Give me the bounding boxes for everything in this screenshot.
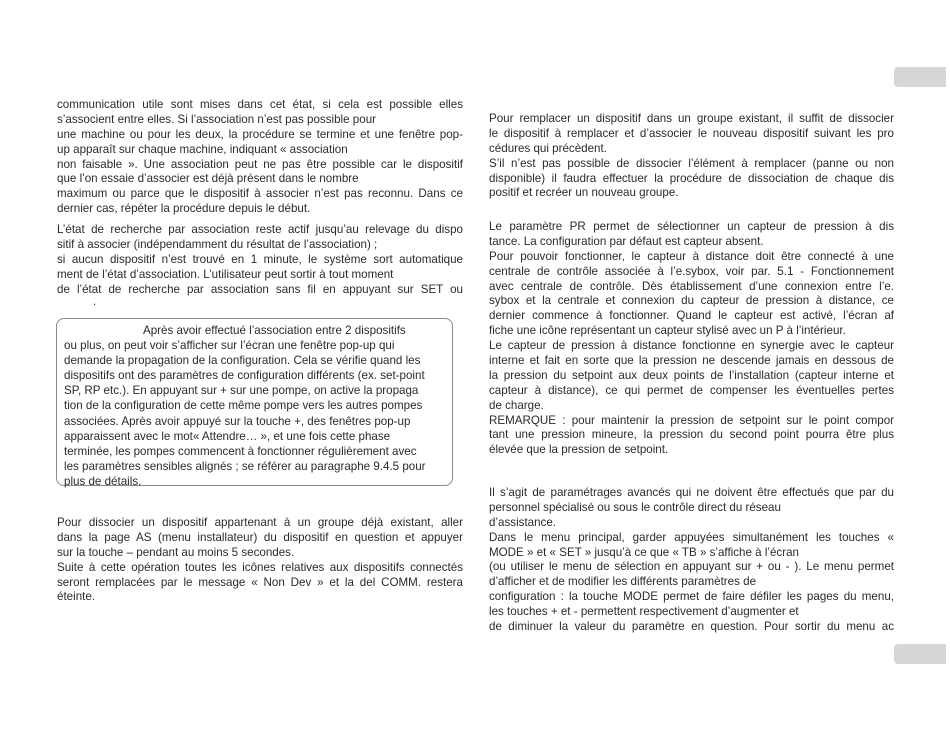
advanced-settings-paragraph <box>489 486 894 635</box>
page-tab-marker-bottom <box>894 644 946 664</box>
text-line: centrale de contrôle associée à l’e.sybox, voir par. 5.1 - Fonctionnement <box>489 264 894 278</box>
note-line: demande la propagation de la configuration. Cela se vérifie quand les <box>64 354 421 368</box>
remote-pressure-sensor-paragraph <box>489 220 894 458</box>
text-line: sybox et la centrale et connexion du capteur de pression à distance, ce <box>489 294 894 308</box>
text-line: éteinte. <box>57 590 96 604</box>
text-line: une machine ou pour les deux, la procédure se termine et une fenêtre pop- <box>57 127 463 141</box>
text-line: personnel spécialisé ou sous le contrôle direct du réseau <box>489 500 781 514</box>
text-line: (ou utiliser le menu de sélection en appuyant sur + ou - ). Le menu permet <box>489 560 894 574</box>
note-line: terminée, les pompes commencent à fonctionner régulièrement avec <box>64 444 417 458</box>
text-line: si aucun dispositif n’est trouvé en 1 minute, le système sort automatique <box>57 252 463 266</box>
text-line: capteur à distance), ce qui permet de compenser les éventuelles pertes <box>489 383 894 397</box>
note-line: ou plus, on peut voir s’afficher sur l’écran une fenêtre pop-up qui <box>64 339 395 353</box>
text-line: d’afficher et de modifier les différents paramètres de <box>489 575 757 589</box>
text-line: interne et fait en sorte que la pression ne descende jamais en dessous de <box>489 354 894 368</box>
text-line: seront remplacées par le message « Non Dev » et la del COMM. restera <box>57 575 463 589</box>
text-line: Pour remplacer un dispositif dans un groupe existant, il suffit de dissocier <box>489 112 894 125</box>
text-line: dans la page AS (menu installateur) du dispositif en question et appuyer <box>57 530 463 544</box>
text-line: la pression du setpoint aux deux points de l’installation (capteur interne et <box>489 368 894 382</box>
text-line: le dispositif à remplacer et d’associer le nouveau dispositif suivant les pro <box>489 126 894 140</box>
page-tab-marker-top <box>894 67 946 87</box>
text-line: de diminuer la valeur du paramètre en question. Pour sortir du menu ac <box>489 620 894 634</box>
text-line: élevée que la pression de setpoint. <box>489 443 669 457</box>
text-line: dernier commence à fonctionner. Quand le capteur est activé, l’écran af <box>489 309 894 323</box>
search-state-paragraph <box>57 223 463 307</box>
text-line: de l’état de recherche par association sans fil en appuyant sur SET ou <box>57 282 463 296</box>
text-line: tant une pression mineure, la pression du second point pourra être plus <box>489 428 894 442</box>
note-line: dispositifs ont des paramètres de configuration différents (ex. set-point <box>64 369 425 383</box>
text-line: communication utile sont mises dans cet état, si cela est possible elles <box>57 98 463 111</box>
text-line: MODE » et « SET » jusqu’à ce que « TB » s’affiche à l’écran <box>489 545 799 559</box>
text-line: Le capteur de pression à distance fonctionne en synergie avec le capteur <box>489 339 894 353</box>
text-line: avec centrale de contrôle. Dès établissement d’une connexion entre l’e. <box>489 279 894 293</box>
text-line: positif et recréer un nouveau groupe. <box>489 186 679 200</box>
text-line: S’il n’est pas possible de dissocier l’élément à remplacer (panne ou non <box>489 156 894 170</box>
note-line: SP, RP etc.). En appuyant sur + sur une pompe, on active la propaga <box>64 384 419 398</box>
note-line: les paramètres sensibles alignés ; se référer au paragraphe 9.4.5 pour <box>64 459 426 473</box>
text-line: de charge. <box>489 398 544 412</box>
text-line: configuration : la touche MODE permet de faire défiler les pages du menu, <box>489 590 894 604</box>
replace-device-paragraph <box>489 112 894 201</box>
note-line: associées. Après avoir appuyé sur la touche +, des fenêtres pop-up <box>64 414 411 428</box>
text-line: ment de l’état d’association. L’utilisateur peut sortir à tout moment <box>57 267 394 281</box>
text-line: tance. La configuration par défaut est capteur absent. <box>489 234 764 248</box>
text-line: Dans le menu principal, garder appuyées simultanément les touches « <box>489 530 894 544</box>
text-line: d’assistance. <box>489 515 557 529</box>
text-line: Le paramètre PR permet de sélectionner un capteur de pression à dis <box>489 220 894 233</box>
text-line: que l’on essaie d’associer est déjà présent dans le nombre <box>57 172 359 186</box>
text-line: sur la touche – pendant au moins 5 secondes. <box>57 545 295 559</box>
note-line: apparaissent avec le mot« Attendre… », et une fois cette phase <box>64 429 391 443</box>
text-line: maximum ou parce que le dispositif à associer n’est pas reconnu. Dans ce <box>57 187 463 201</box>
text-line: les touches + et - permettent respectivement d’augmenter et <box>489 605 799 619</box>
note-line: tion de la configuration de cette même pompe vers les autres pompes <box>64 399 423 413</box>
left-column <box>57 98 463 308</box>
text-line: Pour dissocier un dispositif appartenant à un groupe déjà existant, aller <box>57 516 463 529</box>
text-line: Il s’agit de paramétrages avancés qui ne doivent être effectués que par du <box>489 486 894 499</box>
text-line: REMARQUE : pour maintenir la pression de setpoint sur le point compor <box>489 413 894 427</box>
text-line: fiche une icône représentant un capteur stylisé avec un P à l’intérieur. <box>489 324 846 338</box>
note-line: Après avoir effectué l’association entre 2 dispositifs <box>143 324 406 337</box>
text-line: Pour pouvoir fonctionner, le capteur à distance doit être connecté à une <box>489 249 894 263</box>
text-line: . <box>93 294 97 308</box>
text-line: non faisable ». Une association peut ne pas être possible car le dispositif <box>57 157 463 171</box>
text-line: up apparaît sur chaque machine, indiquant « association <box>57 142 348 156</box>
text-line: disponible) il faudra effectuer la procédure de dissociation de chaque dis <box>489 171 894 185</box>
text-line: s’associent entre elles. Si l’association n’est pas possible pour <box>57 112 376 126</box>
dissociation-paragraph <box>57 516 463 605</box>
text-line: sitif à associer (indépendamment du résultat de l’association) ; <box>57 238 378 252</box>
note-line: plus de détails. <box>64 474 142 488</box>
text-line: Suite à cette opération toutes les icônes relatives aux dispositifs connectés <box>57 560 463 574</box>
text-line: cédures qui précèdent. <box>489 141 607 155</box>
text-line: L’état de recherche par association reste actif jusqu’au relevage du dispo <box>57 223 463 237</box>
text-line: dernier cas, répéter la procédure depuis le début. <box>57 202 311 216</box>
association-paragraph <box>57 98 463 217</box>
configuration-propagation-note <box>56 318 453 486</box>
